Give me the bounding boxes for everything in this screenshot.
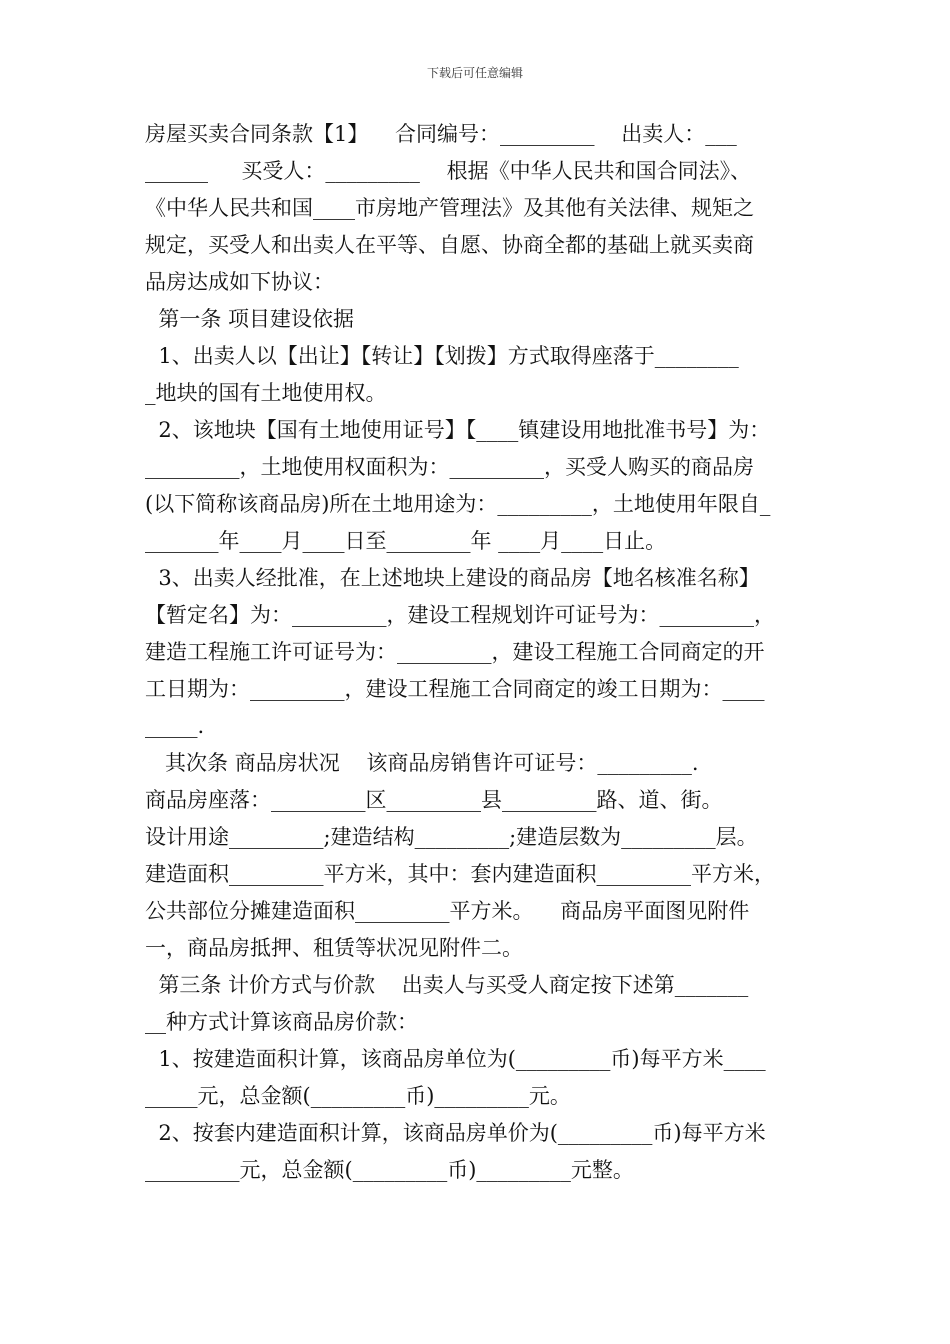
text-line: 公共部位分摊建造面积_________平方米。 商品房平面图见附件	[145, 899, 750, 923]
text-line: 商品房座落：_________区_________县_________路、道、街。	[145, 788, 723, 812]
text-line: ______ 买受人：_________ 根据《中华人民共和国合同法》、	[145, 159, 752, 183]
article-3-heading: 第三条 计价方式与价款 出卖人与买受人商定按下述第_______	[145, 973, 749, 997]
text-line: 建造面积_________平方米，其中：套内建造面积_________平方米，	[145, 862, 775, 886]
text-line: __种方式计算该商品房价款：	[145, 1010, 418, 1034]
article-1-heading: 第一条 项目建设依据	[145, 307, 355, 331]
text-line: 工日期为：_________，建设工程施工合同商定的竣工日期为：____	[145, 677, 765, 701]
text-line: _________元，总金额(_________币)_________元整。	[145, 1158, 634, 1182]
text-line: 1、按建造面积计算，该商品房单位为(_________币)每平方米____	[145, 1047, 766, 1071]
text-line: 《中华人民共和国____市房地产管理法》及其他有关法律、规矩之	[145, 196, 754, 220]
text-line: 建造工程施工许可证号为：_________，建设工程施工合同商定的开	[145, 640, 765, 664]
text-line: _________，土地使用权面积为：_________，买受人购买的商品房	[145, 455, 754, 479]
text-line: _______年____月____日至________年 ____月____日止。	[145, 529, 667, 553]
text-line: 品房达成如下协议：	[145, 270, 334, 294]
text-line: 1、出卖人以【出让】【转让】【划拨】方式取得座落于________	[145, 344, 739, 368]
text-line: 规定，买受人和出卖人在平等、自愿、协商全都的基础上就买卖商	[145, 233, 754, 257]
text-line: 房屋买卖合同条款【1】 合同编号：_________ 出卖人：___	[145, 122, 737, 146]
article-2-heading: 其次条 商品房状况 该商品房销售许可证号：_________.	[145, 751, 699, 775]
text-line: 设计用途_________;建造结构_________;建造层数为_________层。	[145, 825, 758, 849]
text-line: 一，商品房抵押、租赁等状况见附件二。	[145, 936, 523, 960]
text-line: 【暂定名】为：_________，建设工程规划许可证号为：_________，	[145, 603, 775, 627]
text-line: 2、该地块【国有土地使用证号】【____镇建设用地批准书号】为：	[145, 418, 771, 442]
text-line: (以下简称该商品房)所在土地用途为：_________，土地使用年限自_	[145, 492, 771, 516]
contract-body	[145, 116, 810, 1189]
page-header: 下载后可任意编辑	[426, 66, 523, 80]
text-line: 2、按套内建造面积计算，该商品房单价为(_________币)每平方米	[145, 1121, 766, 1145]
text-line: _地块的国有土地使用权。	[145, 381, 387, 405]
text-line: _____.	[145, 714, 205, 738]
text-line: 3、出卖人经批准，在上述地块上建设的商品房【地名核准名称】	[145, 566, 760, 590]
text-line: _____元，总金额(_________币)_________元。	[145, 1084, 571, 1108]
